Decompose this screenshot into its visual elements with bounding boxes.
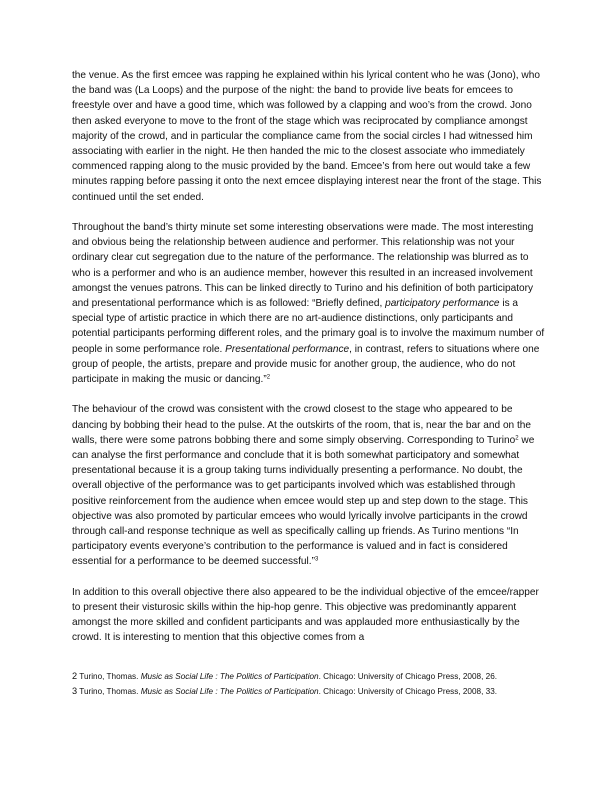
footnote-ref: 2 (515, 435, 519, 442)
paragraph-1 (72, 68, 545, 205)
footnote-ref: 2 (266, 374, 271, 381)
italic-term: Presentational performance (225, 343, 350, 355)
text-segment: In addition to this overall objective there also appeared to be the individual objective of the emcee/rapper to present their visturosic skills within the hip-hop genre. This objective was predominantly apparent amongst the more skilled and confident participants and was applauded more enthusiastically by the crowd. It is interesting to mention that this objective comes from a (72, 586, 539, 644)
paragraph-3 (72, 402, 545, 569)
footnote-author: Turino, Thomas. (77, 672, 141, 681)
text-segment: is a special type of artistic practice in which there are no art-audience distinctions, only participants and potential participants performing different roles, and the primary goal is to involve the maximum number of people in some performance role. (72, 298, 545, 355)
text-segment: The behaviour of the crowd was consistent with the crowd closest to the stage who appeared to be dancing by bobbing their head to the pulse. At the outskirts of the room, that is, near the bar and on the walls, there were some patrons bobbing there and some simply observing. Corresponding to Turino (72, 404, 532, 446)
footnote-number: 2 (72, 671, 78, 681)
footnote-publication: . Chicago: University of Chicago Press, 2008, 33. (318, 687, 498, 697)
paragraph-2 (72, 220, 545, 387)
italic-term: participatory performance (385, 298, 500, 310)
footnote-2 (72, 670, 545, 683)
text-segment: , in contrast, refers to situations where one group of people, the artists, prepare and provide music for another group, the audience, who do not participate in making the music or dancing.” (72, 343, 540, 386)
text-segment: we can analyse the first performance and conclude that it is both somewhat participatory and somewhat presentational because it is a group taking turns individually presenting a performance. No doubt, the overall objective of the performance was to get participants involved which was established through positive reinforcement from the audience when emcee would step up and step down to the stage. This objective was also promoted by particular emcees who would lyrically involve participants in the crowd through call-and response technique as well as specifically calling up friends. As Turino mentions “In participatory events everyone’s contribution to the performance is valued and in fact is considered essential for a performance to be deemed successful.” (72, 434, 535, 568)
footnote-ref: 3 (314, 556, 319, 563)
footnote-title: Music as Social Life : The Politics of Participation (140, 687, 319, 697)
footnote-3 (72, 685, 545, 698)
text-segment: the venue. As the first emcee was rapping he explained within his lyrical content who he was (Jono), who the band was (La Loops) and the purpose of the night: the band to provide live beats for emcees to freestyle over and have a good time, which was followed by a clapping and woo’s from the crowd. Jono then asked everyone to move to the front of the stage which was reciprocated by compliance amongst majority of the crowd, and in particular the compliance came from the social circles I had witnessed him associating with earlier in the night. He then handed the mic to the closest associate who immediately commenced rapping along to the music provided by the band. Emcee’s from here out would take a few minutes rapping before passing it onto the next emcee displaying interest near the front of the stage. This continued until the set ended. (72, 70, 542, 203)
footnote-author: Turino, Thomas. (77, 687, 141, 697)
footnote-title: Music as Social Life : The Politics of Participation (140, 672, 319, 681)
footnote-number: 3 (72, 686, 78, 697)
body-text (72, 68, 545, 646)
footnotes (72, 670, 545, 700)
paragraph-4 (72, 585, 545, 646)
footnote-publication: . Chicago: University of Chicago Press, 2008, 26. (318, 672, 498, 681)
text-segment: Throughout the band’s thirty minute set some interesting observations were made. The most interesting and obvious being the relationship between audience and performer. This relationship was not your ordinary clear cut segregation due to the nature of the performance. The relationship was blurred as to who is a performer and who is an audience member, however this resulted in an increased involvement amongst the venues patrons. This can be linked directly to Turino and his definition of both participatory and presentational performance which is as followed: “Briefly defined, (72, 222, 534, 310)
